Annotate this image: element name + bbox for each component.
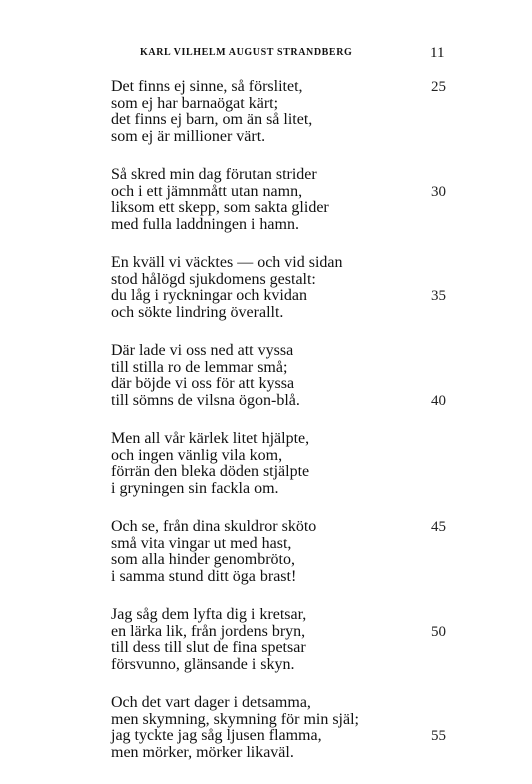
poem-line: [111, 607, 451, 624]
poem-line: [111, 712, 451, 729]
line-text: en lärka lik, från jordens bryn,: [111, 622, 306, 640]
line-text: Det finns ej sinne, så förslitet,: [111, 78, 303, 95]
line-text: i samma stund ditt öga brast!: [111, 567, 297, 585]
poem-line: [111, 448, 451, 465]
poem-line: [111, 640, 451, 657]
poem-line: [111, 376, 451, 393]
stanza: [111, 255, 451, 321]
line-text: försvunno, glänsande i skyn.: [111, 655, 295, 673]
line-text: jag tyckte jag såg ljusen flamma,: [111, 727, 322, 744]
line-text: förrän den bleka döden stjälpte: [111, 463, 310, 480]
poem-line: [111, 695, 451, 712]
line-text: till dess till slut de fina spetsar: [111, 639, 306, 656]
line-text: liksom ett skepp, som sakta glider: [111, 199, 329, 216]
line-text: och ingen vänlig vila kom,: [111, 446, 283, 464]
poem-line: [111, 96, 451, 113]
line-text: Men all vår kärlek litet hjälpte,: [111, 430, 310, 447]
poem-line: [111, 167, 451, 184]
line-number: 50: [431, 623, 446, 640]
running-head: KARL VILHELM AUGUST STRANDBERG: [140, 47, 353, 58]
stanza: [111, 695, 451, 761]
line-text: och i ett jämnmått utan namn,: [111, 182, 303, 200]
poem-line: [111, 431, 451, 448]
poem-line: [111, 728, 451, 745]
poem-line: [111, 464, 451, 481]
poem-line: [111, 745, 451, 762]
line-text: som ej har barnaögat kärt;: [111, 94, 279, 112]
stanza: [111, 431, 451, 497]
line-text: Så skred min dag förutan strider: [111, 166, 317, 183]
stanza: [111, 79, 451, 145]
poem-body: [111, 79, 451, 783]
poem-line: [111, 200, 451, 217]
line-text: med fulla laddningen i hamn.: [111, 215, 299, 233]
poem-line: [111, 569, 451, 586]
poem-line: [111, 129, 451, 146]
poem-line: [111, 624, 451, 641]
line-text: Jag såg dem lyfta dig i kretsar,: [111, 606, 307, 623]
poem-line: [111, 255, 451, 272]
poem-line: [111, 536, 451, 553]
line-text: och sökte lindring överallt.: [111, 303, 284, 321]
line-text: men skymning, skymning för min själ;: [111, 710, 359, 728]
line-text: Där lade vi oss ned att vyssa: [111, 342, 294, 359]
poem-line: [111, 481, 451, 498]
line-number: 25: [431, 79, 446, 95]
stanza: [111, 519, 451, 585]
line-text: du låg i ryckningar och kvidan: [111, 287, 307, 304]
line-number: 40: [431, 392, 446, 409]
poem-line: [111, 79, 451, 96]
line-text: Och se, från dina skuldror sköto: [111, 518, 317, 535]
line-text: till stilla ro de lemmar små;: [111, 358, 288, 376]
poem-line: [111, 343, 451, 360]
poem-line: [111, 519, 451, 536]
line-number: 55: [431, 728, 446, 744]
poem-line: [111, 360, 451, 377]
line-text: som ej är millioner värt.: [111, 127, 266, 145]
poem-line: [111, 112, 451, 129]
line-text: En kväll vi väcktes — och vid sidan: [111, 254, 343, 271]
line-text: där böjde vi oss för att kyssa: [111, 375, 295, 392]
poem-line: [111, 288, 451, 305]
poem-line: [111, 184, 451, 201]
poem-line: [111, 657, 451, 674]
line-number: 30: [431, 183, 446, 200]
line-text: som alla hinder genombröto,: [111, 551, 295, 568]
line-number: 45: [431, 519, 446, 535]
poem-line: [111, 552, 451, 569]
poem-line: [111, 305, 451, 322]
poem-line: [111, 217, 451, 234]
line-text: det finns ej barn, om än så litet,: [111, 111, 313, 128]
page-number: 11: [430, 45, 445, 61]
stanza: [111, 343, 451, 409]
line-text: Och det vart dager i detsamma,: [111, 694, 311, 711]
stanza: [111, 607, 451, 673]
poem-line: [111, 393, 451, 410]
line-text: stod hålögd sjukdomens gestalt:: [111, 270, 316, 288]
line-text: små vita vingar ut med hast,: [111, 534, 292, 552]
line-text: till sömns de vilsna ögon-blå.: [111, 391, 300, 409]
line-text: i gryningen sin fackla om.: [111, 479, 279, 497]
line-text: men mörker, mörker likaväl.: [111, 743, 294, 761]
line-number: 35: [431, 288, 446, 304]
poem-line: [111, 272, 451, 289]
stanza: [111, 167, 451, 233]
